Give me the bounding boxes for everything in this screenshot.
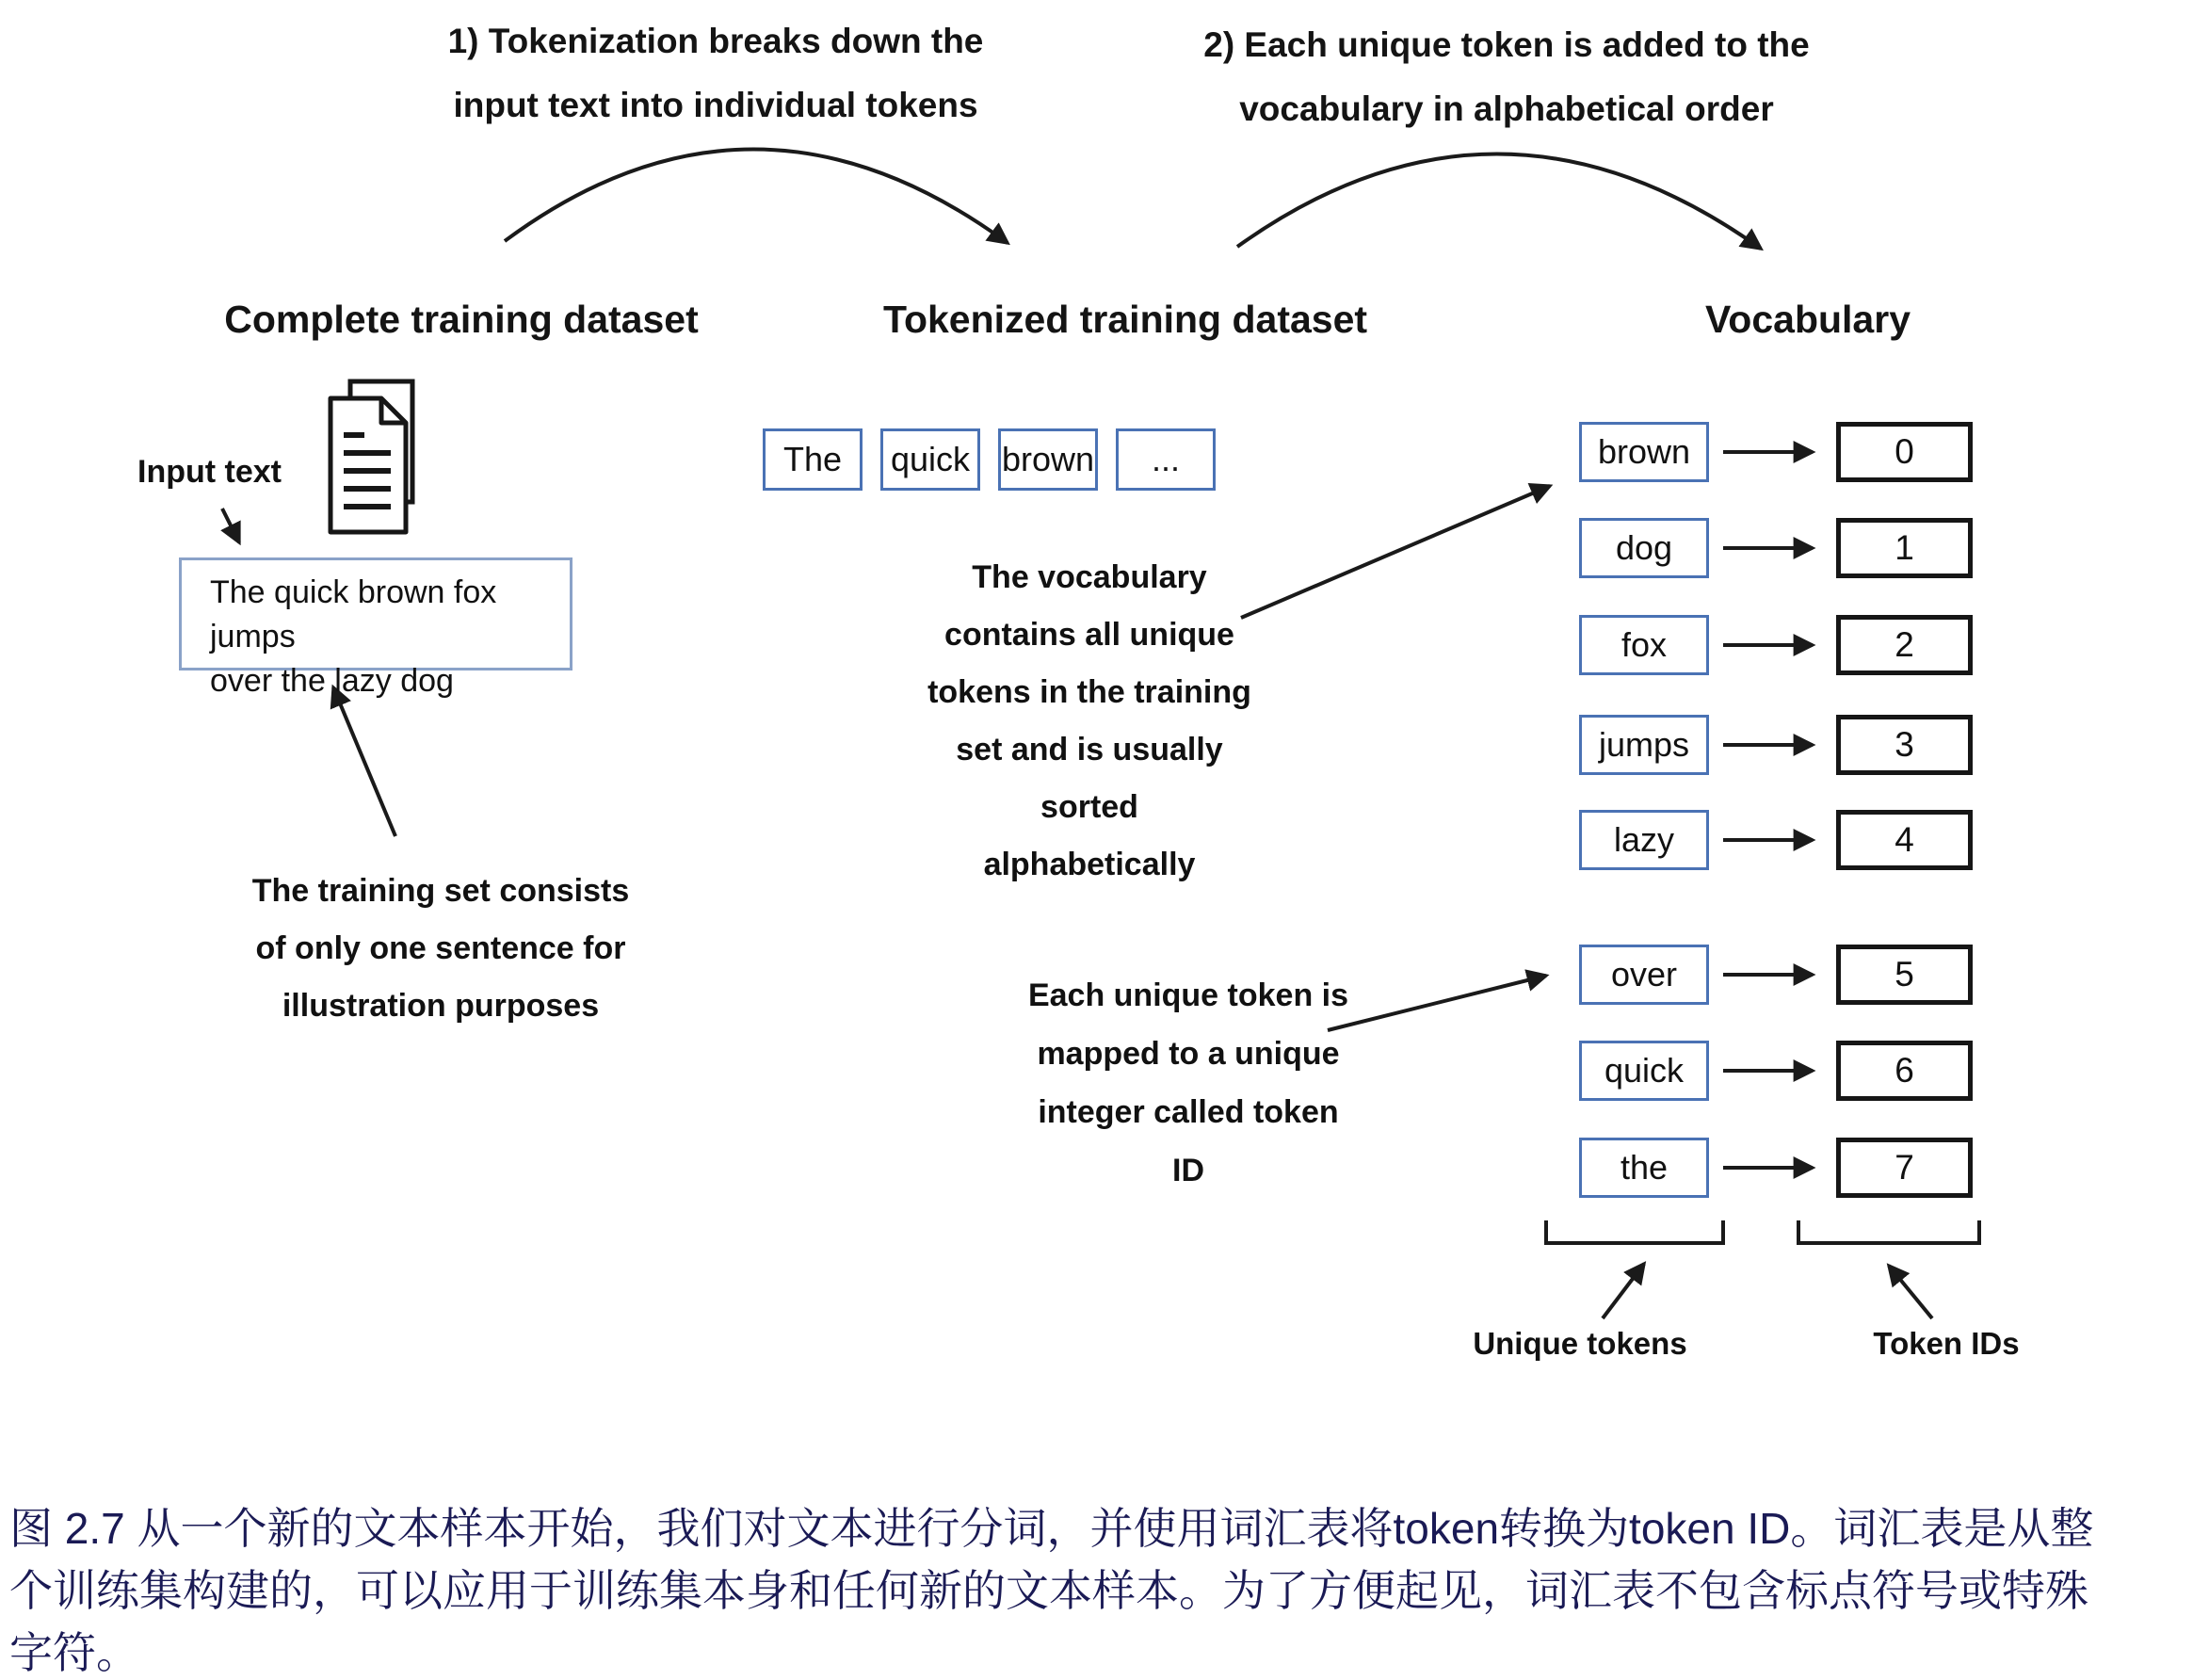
vocab-id-box: [1836, 615, 1973, 675]
training-note-line1: The training set consists: [251, 873, 630, 909]
caption-line3: 字符。: [9, 1628, 139, 1677]
annotation-step2-line1: 2) Each unique token is added to the: [1203, 25, 1810, 64]
vocab-id-label: 1: [1895, 528, 1914, 567]
vocab-token-box: [1579, 518, 1709, 578]
token-id-note-line4: ID: [1172, 1153, 1204, 1188]
training-note-line3: illustration purposes: [282, 988, 600, 1024]
vocab-token-label: jumps: [1598, 725, 1690, 764]
vocab-token-label: the: [1620, 1148, 1669, 1187]
vocab-row-quick: [0, 1041, 2209, 1101]
header-vocabulary: Vocabulary: [1705, 298, 1911, 341]
annotation-step1-line2: input text into individual tokens: [453, 86, 978, 124]
vocab-note-line5: sorted: [1040, 789, 1138, 825]
unique-tokens-label: Unique tokens: [1473, 1326, 1687, 1361]
vocab-note-line1: The vocabulary: [972, 559, 1207, 595]
vocab-token-label: quick: [1604, 1051, 1685, 1090]
token-ids-arrow: [1889, 1266, 1932, 1318]
vocab-id-box: [1836, 810, 1973, 870]
input-text-label: Input text: [137, 454, 282, 490]
annotation-step1-line1: 1) Tokenization breaks down the: [447, 22, 984, 60]
vocab-token-label: fox: [1620, 625, 1668, 664]
token-box-brown-label: brown: [1001, 440, 1095, 478]
annotation-step1: [339, 9, 1092, 137]
token-id-note-line1: Each unique token is: [1027, 977, 1349, 1013]
vocab-id-box: [1836, 715, 1973, 775]
vocab-token-box: [1579, 945, 1709, 1005]
token-id-note-line3: integer called token: [1038, 1094, 1339, 1130]
step2-curved-arrow: [1237, 153, 1761, 249]
vocab-note-line2: contains all unique: [944, 617, 1234, 653]
vocab-note-line6: alphabetically: [983, 847, 1196, 882]
vocab-row-brown: [0, 422, 2209, 482]
vocab-id-label: 7: [1895, 1148, 1914, 1187]
token-box-ellipsis-label: ...: [1151, 440, 1180, 478]
token-ids-label: Token IDs: [1873, 1326, 2020, 1361]
input-text-line1: The quick brown fox jumps: [210, 574, 497, 654]
vocab-token-box: [1579, 422, 1709, 482]
vocab-row-dog: [0, 518, 2209, 578]
vocab-id-label: 6: [1895, 1051, 1914, 1090]
vocab-token-box: [1579, 615, 1709, 675]
vocab-id-box: [1836, 518, 1973, 578]
annotation-step2: [1111, 13, 1902, 141]
caption-line1: 图 2.7 从一个新的文本样本开始，我们对文本进行分词，并使用词汇表将token转换为token ID。词汇表是从整: [9, 1504, 2094, 1553]
vocab-id-label: 5: [1895, 955, 1914, 993]
vocab-row-the: [0, 1138, 2209, 1198]
vocab-token-box: [1579, 810, 1709, 870]
vocab-id-label: 3: [1895, 725, 1914, 764]
vocab-id-box: [1836, 1138, 1973, 1198]
vocab-token-box: [1579, 1041, 1709, 1101]
vocab-id-label: 2: [1895, 625, 1914, 664]
vocab-token-label: dog: [1615, 528, 1673, 567]
token-id-note-line2: mapped to a unique: [1037, 1036, 1340, 1072]
vocab-row-over: [0, 945, 2209, 1005]
vocab-id-label: 4: [1895, 820, 1914, 859]
vocab-token-box: [1579, 1138, 1709, 1198]
vocab-id-box: [1836, 1041, 1973, 1101]
unique-tokens-brace: [1544, 1220, 1725, 1245]
caption-line2: 个训练集构建的，可以应用于训练集本身和任何新的文本样本。为了方便起见，词汇表不包含标点符号或特殊: [9, 1566, 2088, 1615]
vocab-token-label: lazy: [1613, 820, 1675, 859]
vocab-token-box: [1579, 715, 1709, 775]
header-tokenized-training-dataset: Tokenized training dataset: [882, 298, 1368, 341]
training-note-line2: of only one sentence for: [255, 930, 626, 966]
vocab-note-line4: set and is usually: [956, 732, 1223, 767]
input-text-line2: over the lazy dog: [210, 663, 454, 699]
vocab-id-box: [1836, 945, 1973, 1005]
token-box-the-label: The: [782, 440, 843, 478]
vocab-row-jumps: [0, 715, 2209, 775]
token-box-quick-label: quick: [890, 440, 971, 478]
token-ids-brace: [1797, 1220, 1981, 1245]
vocab-row-lazy: [0, 810, 2209, 870]
vocab-note-line3: tokens in the training: [927, 674, 1251, 710]
vocab-token-label: over: [1610, 955, 1678, 993]
annotation-step2-line2: vocabulary in alphabetical order: [1239, 89, 1774, 128]
header-complete-training-dataset: Complete training dataset: [224, 298, 699, 341]
vocab-id-label: 0: [1895, 432, 1914, 471]
step1-curved-arrow: [505, 149, 1008, 243]
vocab-id-box: [1836, 422, 1973, 482]
vocab-row-fox: [0, 615, 2209, 675]
unique-tokens-arrow: [1603, 1264, 1644, 1318]
vocab-token-label: brown: [1597, 432, 1691, 471]
